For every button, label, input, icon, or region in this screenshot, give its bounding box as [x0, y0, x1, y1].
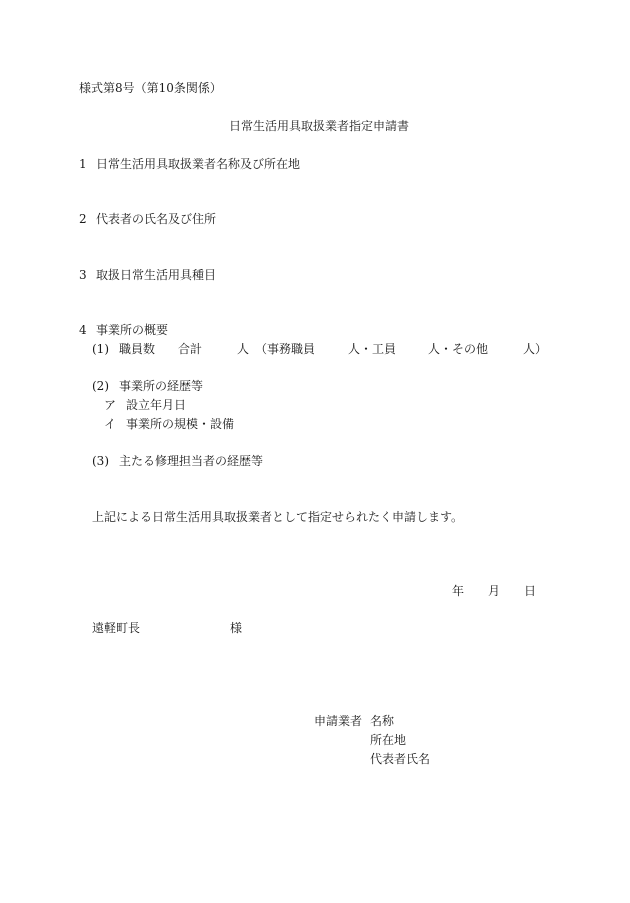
month-label: 月 [488, 584, 501, 598]
form-number: 様式第8号（第10条関係） [79, 81, 222, 95]
staff-label: 職員数 [119, 342, 156, 356]
item-number: (2) [92, 379, 109, 393]
sub-item-mark: イ [104, 417, 117, 431]
total-unit: 人 [237, 342, 250, 356]
document-title: 日常生活用具取扱業者指定申請書 [229, 119, 410, 133]
honorific: 様 [230, 621, 243, 635]
other-label: 人・その他 [428, 342, 489, 356]
application-statement: 上記による日常生活用具取扱業者として指定せられたく申請します。 [92, 510, 464, 524]
establishment-date-label: 設立年月日 [126, 398, 187, 412]
applicant-label: 申請業者 [314, 714, 363, 728]
repair-staff-label: 主たる修理担当者の経歴等 [119, 454, 264, 468]
worker-label: 人・工員 [348, 342, 397, 356]
location-label: 所在地 [370, 733, 407, 747]
office-staff-label: （事務職員 [255, 342, 316, 356]
name-label: 名称 [370, 714, 395, 728]
scale-equipment-label: 事業所の規模・設備 [126, 417, 235, 431]
other-unit: 人） [523, 342, 548, 356]
total-label: 合計 [178, 342, 203, 356]
section-label: 事業所の概要 [96, 323, 169, 337]
sub-item-mark: ア [104, 398, 117, 412]
section-number: 4 [79, 323, 87, 337]
section-number: 3 [79, 268, 87, 282]
addressee-name: 遠軽町長 [92, 621, 141, 635]
section-label: 取扱日常生活用具種目 [96, 268, 217, 282]
representative-label: 代表者氏名 [370, 752, 431, 766]
item-number: (1) [92, 342, 109, 356]
history-label: 事業所の経歴等 [119, 379, 204, 393]
section-label: 日常生活用具取扱業者名称及び所在地 [96, 157, 301, 171]
section-number: 2 [79, 212, 87, 226]
day-label: 日 [524, 584, 537, 598]
section-label: 代表者の氏名及び住所 [96, 212, 217, 226]
year-label: 年 [452, 584, 465, 598]
section-number: 1 [79, 157, 87, 171]
item-number: (3) [92, 454, 109, 468]
